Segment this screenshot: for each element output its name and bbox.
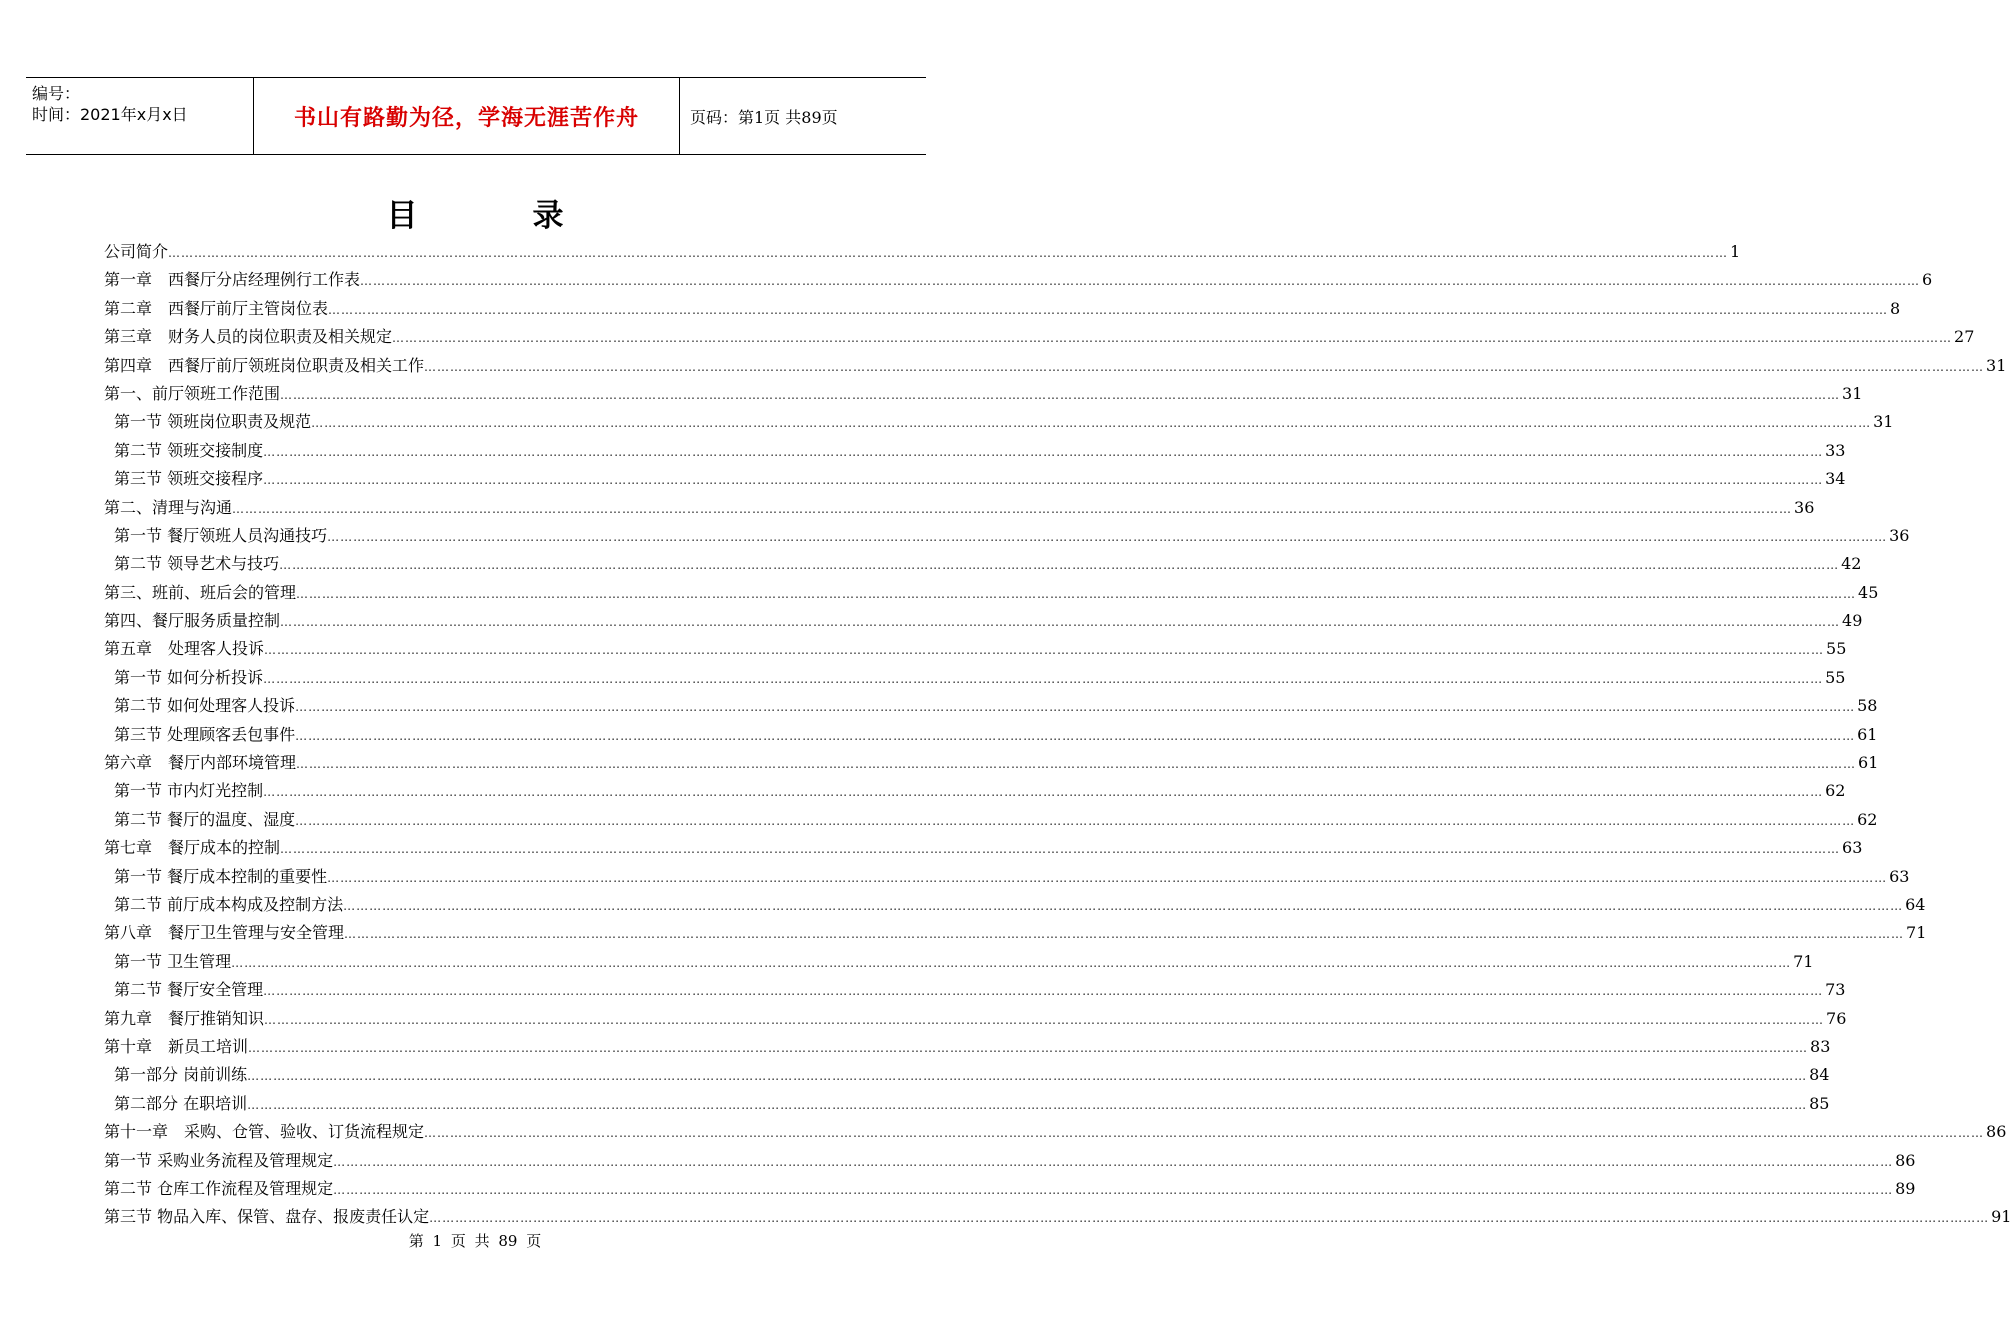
toc-leader-dots: ………………………………………………………………………………………………………………………………………………………………………………………………………………………………………………………………………………………………………………………………	[311, 416, 1872, 431]
toc-entry-page: 91	[1991, 1207, 2011, 1227]
toc-leader-dots: ………………………………………………………………………………………………………………………………………………………………………………………………………………………………………………………………………………………………………………………………	[295, 728, 1856, 743]
toc-entry	[104, 522, 1910, 550]
toc-entry-label: 第三、班前、班后会的管理	[104, 582, 297, 602]
toc-leader-dots: ………………………………………………………………………………………………………………………………………………………………………………………………………………………………………………………………………………………………………………………………	[429, 1211, 1990, 1226]
toc-entry-label: 第二节 餐厅安全管理	[114, 980, 264, 1000]
toc-leader-dots: ………………………………………………………………………………………………………………………………………………………………………………………………………………………………………………………………………………………………………………………………	[232, 501, 1793, 516]
toc-entry-label: 第四、餐厅服务质量控制	[104, 611, 281, 631]
toc-leader-dots: ………………………………………………………………………………………………………………………………………………………………………………………………………………………………………………………………………………………………………………………………	[360, 274, 1921, 289]
toc-leader-dots: ………………………………………………………………………………………………………………………………………………………………………………………………………………………………………………………………………………………………………………………………	[328, 302, 1889, 317]
toc-entry-label: 第三节 领班交接程序	[114, 469, 264, 489]
toc-entry	[104, 777, 1846, 805]
toc-entry-page: 64	[1905, 894, 1926, 914]
toc-entry	[104, 891, 1926, 919]
toc-entry	[104, 352, 2007, 380]
toc-entry-page: 63	[1842, 838, 1863, 858]
toc-entry-page: 31	[1873, 412, 1894, 432]
toc-entry	[104, 749, 1879, 777]
toc-entry-page: 6	[1922, 270, 1933, 290]
toc-entry	[104, 919, 1927, 947]
header-page-info: 页码：第1页 共89页	[690, 107, 838, 127]
toc-leader-dots: ………………………………………………………………………………………………………………………………………………………………………………………………………………………………………………………………………………………………………………………………	[296, 586, 1857, 601]
toc-entry-page: 36	[1889, 525, 1910, 545]
toc-entry-page: 71	[1793, 951, 1814, 971]
toc-entry-page: 58	[1857, 696, 1878, 716]
toc-entry-label: 第七章 餐厅成本的控制	[104, 838, 281, 858]
toc-entry-page: 55	[1826, 639, 1847, 659]
toc-entry-page: 27	[1954, 327, 1975, 347]
toc-entry-label: 第二章 西餐厅前厅主管岗位表	[104, 298, 329, 318]
toc-entry	[104, 692, 1878, 720]
toc-leader-dots: ………………………………………………………………………………………………………………………………………………………………………………………………………………………………………………………………………………………………………………………………	[333, 1182, 1894, 1197]
toc-entry	[104, 323, 1975, 351]
toc-entry-page: 8	[1890, 298, 1901, 318]
toc-entry	[104, 721, 1878, 749]
toc-leader-dots: ………………………………………………………………………………………………………………………………………………………………………………………………………………………………………………………………………………………………………………………………	[248, 1040, 1809, 1055]
toc-entry-page: 31	[1986, 355, 2007, 375]
toc-entry	[104, 494, 1815, 522]
toc-entry-page: 61	[1858, 753, 1879, 773]
table-of-contents	[104, 238, 2011, 1232]
toc-leader-dots: ………………………………………………………………………………………………………………………………………………………………………………………………………………………………………………………………………………………………………………………………	[344, 927, 1905, 942]
toc-entry-page: 1	[1730, 242, 1741, 261]
toc-entry	[104, 238, 1741, 266]
toc-entry	[104, 948, 1814, 976]
toc-entry-label: 第三章 财务人员的岗位职责及相关规定	[104, 327, 393, 347]
toc-entry-page: 86	[1895, 1150, 1916, 1170]
toc-entry-label: 第二节 餐厅的温度、湿度	[114, 809, 296, 829]
toc-entry	[104, 834, 1863, 862]
toc-entry-page: 49	[1842, 611, 1863, 631]
toc-entry	[104, 806, 1878, 834]
toc-entry-page: 73	[1825, 980, 1846, 1000]
toc-entry	[104, 550, 1862, 578]
toc-entry-label: 第十章 新员工培训	[104, 1036, 249, 1056]
toc-entry-label: 第四章 西餐厅前厅领班岗位职责及相关工作	[104, 355, 425, 375]
toc-entry	[104, 266, 1933, 294]
toc-entry-label: 第一节 餐厅成本控制的重要性	[114, 866, 328, 886]
document-number-label: 编号：	[32, 84, 81, 103]
toc-entry-page: 84	[1809, 1065, 1830, 1085]
toc-leader-dots: ………………………………………………………………………………………………………………………………………………………………………………………………………………………………………………………………………………………………………………………………	[264, 643, 1825, 658]
toc-leader-dots: ………………………………………………………………………………………………………………………………………………………………………………………………………………………………………………………………………………………………………………………………	[295, 700, 1856, 715]
toc-entry	[104, 863, 1910, 891]
toc-entry-label: 第一节 领班岗位职责及规范	[114, 412, 312, 432]
toc-entry	[104, 1005, 1847, 1033]
toc-entry-page: 55	[1825, 667, 1846, 687]
toc-entry-label: 第一部分 岗前训练	[114, 1065, 248, 1085]
toc-entry-label: 第二节 领班交接制度	[114, 440, 264, 460]
toc-leader-dots: ………………………………………………………………………………………………………………………………………………………………………………………………………………………………………………………………………………………………………………………………	[296, 757, 1857, 772]
page-header	[26, 77, 926, 155]
toc-entry-page: 71	[1906, 923, 1927, 943]
toc-leader-dots: ………………………………………………………………………………………………………………………………………………………………………………………………………………………………………………………………………………………………………………………………	[263, 473, 1824, 488]
toc-leader-dots: ………………………………………………………………………………………………………………………………………………………………………………………………………………………………………………………………………………………………………………………………	[247, 1097, 1808, 1112]
toc-entry	[104, 607, 1863, 635]
toc-entry-label: 第二节 如何处理客人投诉	[114, 696, 296, 716]
toc-entry-page: 33	[1825, 440, 1846, 460]
toc-entry-label: 第六章 餐厅内部环境管理	[104, 753, 297, 773]
toc-leader-dots: ………………………………………………………………………………………………………………………………………………………………………………………………………………………………………………………………………………………………………………………………	[279, 558, 1840, 573]
page-footer: 第 1 页 共 89 页	[408, 1232, 542, 1250]
toc-leader-dots: ………………………………………………………………………………………………………………………………………………………………………………………………………………………………………………………………………………………………………………………………	[263, 785, 1824, 800]
toc-entry	[104, 465, 1846, 493]
toc-entry-label: 第一节 餐厅领班人员沟通技巧	[114, 525, 328, 545]
toc-entry-page: 45	[1858, 582, 1879, 602]
toc-leader-dots: ………………………………………………………………………………………………………………………………………………………………………………………………………………………………………………………………………………………………………………………………	[327, 870, 1888, 885]
header-meta	[26, 78, 254, 154]
toc-entry-label: 第二节 仓库工作流程及管理规定	[104, 1178, 334, 1198]
toc-entry-label: 第一章 西餐厅分店经理例行工作表	[104, 270, 361, 290]
toc-entry	[104, 579, 1879, 607]
toc-entry	[104, 664, 1846, 692]
toc-entry-label: 第五章 处理客人投诉	[104, 639, 265, 659]
toc-entry	[104, 1090, 1830, 1118]
toc-entry-page: 83	[1810, 1036, 1831, 1056]
toc-leader-dots: ………………………………………………………………………………………………………………………………………………………………………………………………………………………………………………………………………………………………………………………………	[343, 898, 1904, 913]
toc-entry-page: 36	[1794, 497, 1815, 517]
toc-entry	[104, 1061, 1830, 1089]
header-motto: 书山有路勤为径，学海无涯苦作舟	[254, 78, 680, 154]
toc-entry-page: 89	[1895, 1178, 1916, 1198]
toc-leader-dots: ………………………………………………………………………………………………………………………………………………………………………………………………………………………………………………………………………………………………………………………………	[263, 444, 1824, 459]
toc-leader-dots: ………………………………………………………………………………………………………………………………………………………………………………………………………………………………………………………………………………………………………………………………	[295, 813, 1856, 828]
toc-leader-dots: ………………………………………………………………………………………………………………………………………………………………………………………………………………………………………………………………………………………………………………………………	[280, 842, 1841, 857]
toc-entry-label: 第一、前厅领班工作范围	[104, 383, 281, 403]
toc-leader-dots: ………………………………………………………………………………………………………………………………………………………………………………………………………………………………………………………………………………………………………………………………	[263, 671, 1824, 686]
toc-entry-label: 第十一章 采购、仓管、验收、订货流程规定	[104, 1122, 425, 1142]
toc-entry-page: 62	[1825, 781, 1846, 801]
toc-entry	[104, 976, 1846, 1004]
toc-entry	[104, 1033, 1831, 1061]
document-time: 时间：2021年x月x日	[32, 105, 188, 124]
toc-entry-label: 第九章 餐厅推销知识	[104, 1008, 265, 1028]
toc-entry-page: 61	[1857, 724, 1878, 744]
toc-entry-page: 76	[1826, 1008, 1847, 1028]
toc-entry-page: 34	[1825, 469, 1846, 489]
toc-entry-page: 86	[1986, 1122, 2007, 1142]
toc-title: 目 录	[386, 198, 606, 234]
toc-entry-label: 第二节 领导艺术与技巧	[114, 554, 280, 574]
toc-entry-label: 第一节 采购业务流程及管理规定	[104, 1150, 334, 1170]
toc-entry-label: 第一节 如何分析投诉	[114, 667, 264, 687]
toc-entry-label: 第三节 处理顾客丢包事件	[114, 724, 296, 744]
toc-entry	[104, 295, 1901, 323]
toc-leader-dots: ………………………………………………………………………………………………………………………………………………………………………………………………………………………………………………………………………………………………………………………………	[231, 955, 1792, 970]
toc-entry-label: 公司简介	[104, 242, 169, 261]
toc-entry	[104, 635, 1847, 663]
toc-leader-dots: ………………………………………………………………………………………………………………………………………………………………………………………………………………………………………………………………………………………………………………………………	[168, 246, 1729, 260]
toc-entry-label: 第八章 餐厅卫生管理与安全管理	[104, 923, 345, 943]
toc-entry-page: 62	[1857, 809, 1878, 829]
toc-leader-dots: ………………………………………………………………………………………………………………………………………………………………………………………………………………………………………………………………………………………………………………………………	[392, 331, 1953, 346]
toc-leader-dots: ………………………………………………………………………………………………………………………………………………………………………………………………………………………………………………………………………………………………………………………………	[424, 359, 1985, 374]
toc-entry-label: 第二部分 在职培训	[114, 1093, 248, 1113]
toc-leader-dots: ………………………………………………………………………………………………………………………………………………………………………………………………………………………………………………………………………………………………………………………………	[424, 1126, 1985, 1141]
toc-entry-page: 31	[1842, 383, 1863, 403]
toc-leader-dots: ………………………………………………………………………………………………………………………………………………………………………………………………………………………………………………………………………………………………………………………………	[264, 1012, 1825, 1027]
toc-leader-dots: ………………………………………………………………………………………………………………………………………………………………………………………………………………………………………………………………………………………………………………………………	[280, 615, 1841, 630]
toc-entry	[104, 1118, 2007, 1146]
toc-leader-dots: ………………………………………………………………………………………………………………………………………………………………………………………………………………………………………………………………………………………………………………………………	[333, 1154, 1894, 1169]
toc-entry	[104, 1175, 1916, 1203]
toc-entry	[104, 437, 1846, 465]
toc-entry	[104, 1147, 1916, 1175]
toc-entry	[104, 1203, 2011, 1231]
toc-entry-page: 63	[1889, 866, 1910, 886]
toc-entry-label: 第二节 前厅成本构成及控制方法	[114, 894, 344, 914]
toc-leader-dots: ………………………………………………………………………………………………………………………………………………………………………………………………………………………………………………………………………………………………………………………………	[263, 984, 1824, 999]
toc-entry-label: 第三节 物品入库、保管、盘存、报废责任认定	[104, 1207, 430, 1227]
toc-entry-label: 第一节 卫生管理	[114, 951, 232, 971]
toc-entry	[104, 408, 1894, 436]
toc-entry-page: 85	[1809, 1093, 1830, 1113]
toc-entry-page: 42	[1841, 554, 1862, 574]
toc-leader-dots: ………………………………………………………………………………………………………………………………………………………………………………………………………………………………………………………………………………………………………………………………	[280, 387, 1841, 402]
toc-leader-dots: ………………………………………………………………………………………………………………………………………………………………………………………………………………………………………………………………………………………………………………………………	[327, 529, 1888, 544]
toc-leader-dots: ………………………………………………………………………………………………………………………………………………………………………………………………………………………………………………………………………………………………………………………………	[247, 1069, 1808, 1084]
toc-entry	[104, 380, 1863, 408]
toc-entry-label: 第二、清理与沟通	[104, 497, 233, 517]
toc-entry-label: 第一节 市内灯光控制	[114, 781, 264, 801]
